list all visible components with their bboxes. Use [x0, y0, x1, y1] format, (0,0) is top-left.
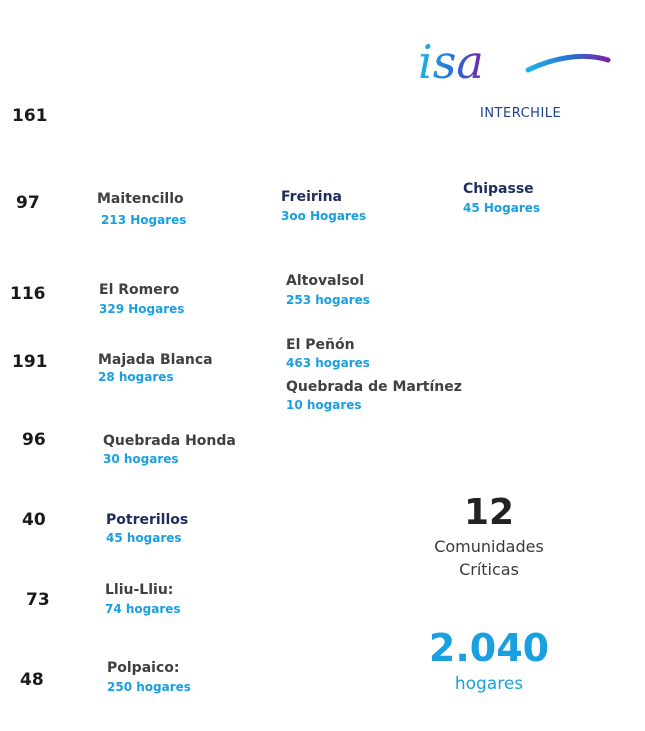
count-number: 116 — [10, 284, 46, 304]
community-altovalsol — [286, 273, 370, 307]
community-polpaico — [107, 660, 191, 694]
community-name: Majada Blanca — [98, 352, 213, 368]
community-name: Polpaico: — [107, 660, 180, 676]
summary-block — [418, 492, 560, 579]
community-name: Quebrada Honda — [103, 433, 236, 449]
count-number: 48 — [20, 670, 44, 690]
company-logo — [418, 34, 613, 126]
community-homes: 74 hogares — [105, 602, 181, 616]
community-majada-blanca — [98, 352, 213, 384]
community-homes: 329 Hogares — [99, 302, 185, 316]
community-name: Freirina — [281, 189, 342, 205]
community-homes: 463 hogares — [286, 356, 370, 370]
community-name: Lliu-Lliu: — [105, 582, 174, 598]
community-homes: 253 hogares — [286, 293, 370, 307]
community-homes: 30 hogares — [103, 452, 179, 466]
community-name: Potrerillos — [106, 512, 189, 528]
community-name: Altovalsol — [286, 273, 365, 289]
svg-text:isa: isa — [418, 35, 484, 89]
count-number: 161 — [12, 106, 48, 126]
critical-communities-label-line2: Críticas — [459, 560, 519, 579]
community-name: El Peñón — [286, 337, 355, 353]
community-name: Chipasse — [463, 181, 534, 197]
total-homes-block — [418, 626, 560, 694]
total-homes-count: 2.040 — [428, 626, 550, 670]
community-homes: 45 Hogares — [463, 201, 541, 215]
community-potrerillos — [106, 512, 188, 545]
community-homes: 45 hogares — [106, 531, 182, 545]
community-name: Maitencillo — [97, 191, 184, 207]
community-homes: 3oo Hogares — [281, 209, 367, 223]
total-homes-label: hogares — [454, 674, 524, 694]
community-quebrada-martinez — [286, 379, 462, 412]
community-homes: 10 hogares — [286, 398, 362, 412]
community-lliu-lliu — [105, 582, 181, 616]
community-el-romero — [99, 282, 184, 316]
community-homes: 213 Hogares — [101, 213, 187, 227]
community-maitencillo — [97, 191, 186, 227]
community-el-penon — [286, 337, 370, 370]
community-quebrada-honda — [103, 433, 236, 466]
community-freirina — [281, 189, 366, 223]
community-name: Quebrada de Martínez — [286, 379, 462, 395]
critical-communities-label-line1: Comunidades — [434, 537, 544, 556]
logo-subtitle: INTERCHILE — [480, 106, 562, 121]
community-homes: 28 hogares — [98, 370, 174, 384]
critical-communities-count: 12 — [463, 492, 515, 533]
community-name: El Romero — [99, 282, 180, 298]
count-number: 96 — [22, 430, 46, 450]
count-number: 40 — [22, 510, 46, 530]
isa-logo-mark — [418, 34, 613, 92]
count-number: 97 — [16, 193, 40, 213]
count-number: 191 — [12, 352, 48, 372]
community-chipasse — [463, 181, 540, 215]
community-homes: 250 hogares — [107, 680, 191, 694]
count-number: 73 — [26, 590, 50, 610]
